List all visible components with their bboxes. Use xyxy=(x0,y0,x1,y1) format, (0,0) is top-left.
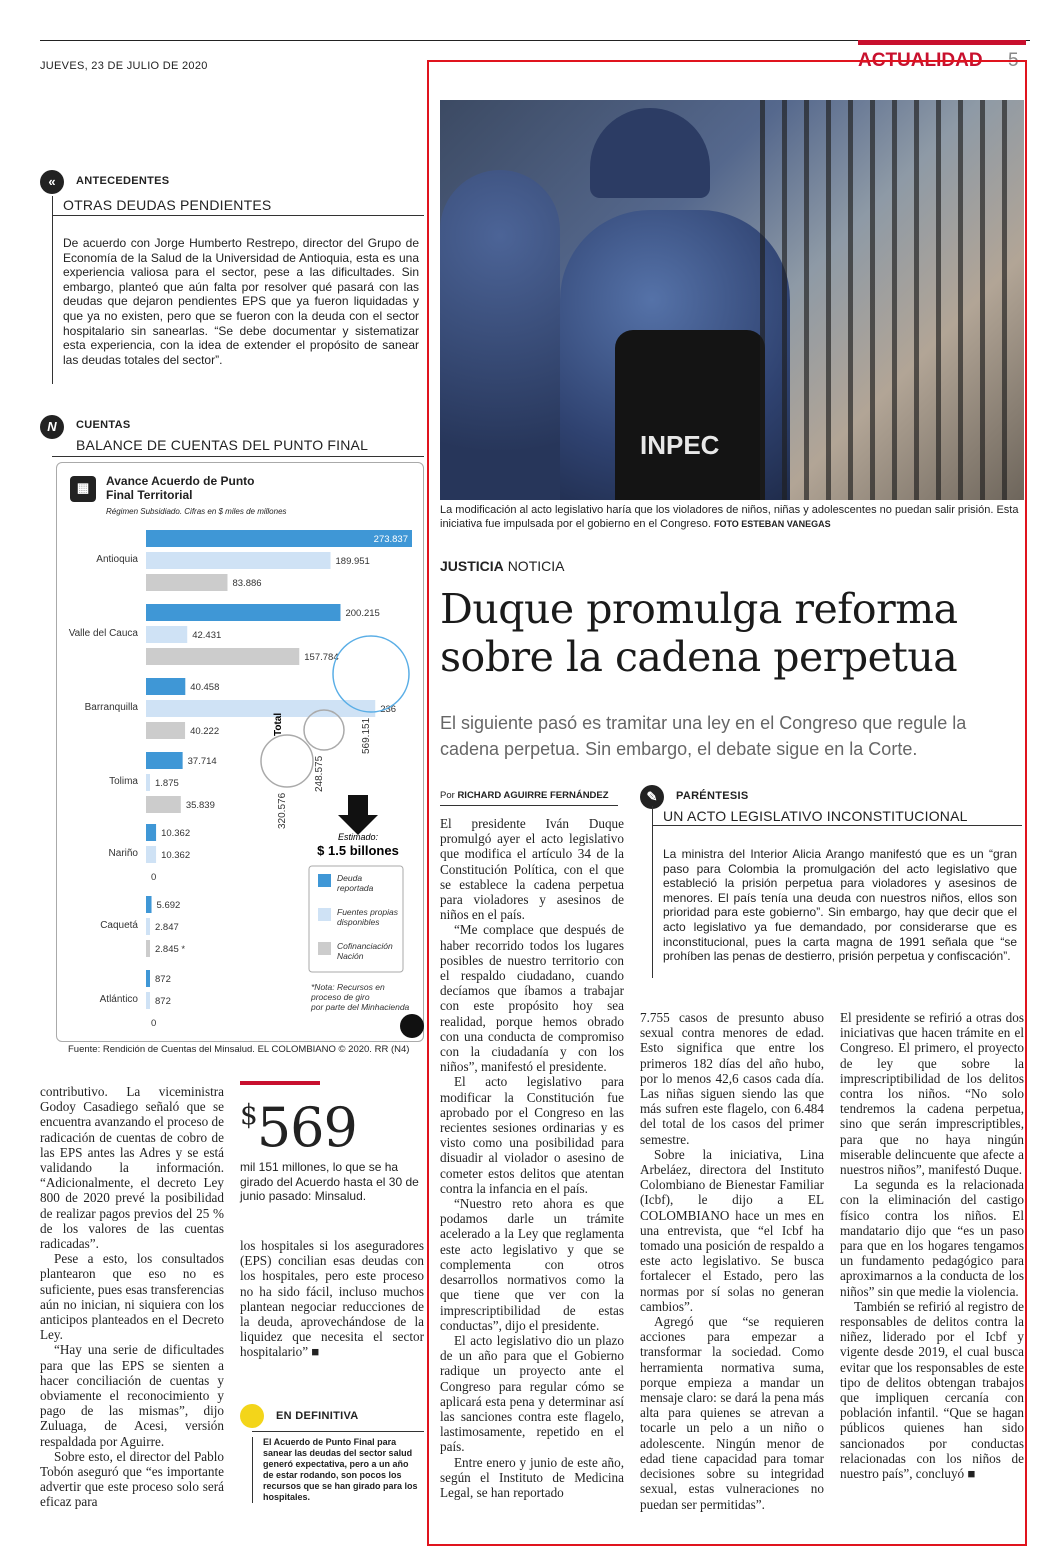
photo-guard-left xyxy=(440,170,560,500)
category-label: Caquetá xyxy=(100,920,138,931)
legend-entry: Deuda xyxy=(337,873,363,883)
category-label: Atlántico xyxy=(99,994,138,1005)
bar-value-label: 40.458 xyxy=(190,682,220,693)
total-circle xyxy=(261,735,313,787)
chart-source: Fuente: Rendición de Cuentas del Minsalud. EL COLOMBIANO © 2020. RR (N4) xyxy=(68,1044,410,1055)
article-kicker-rest: NOTICIA xyxy=(507,558,565,574)
down-arrow-icon xyxy=(338,795,378,835)
article-column-2 xyxy=(640,1010,824,1512)
bar-value-label: 273.837 xyxy=(373,534,408,545)
total-value-label: 248.575 xyxy=(314,755,325,792)
cuentas-kicker: CUENTAS xyxy=(76,419,131,431)
highlight-bar xyxy=(240,1081,320,1085)
paragraph: Sobre la iniciativa, Lina Arbeláez, directora del Instituto Colombiano de Bienestar Familiar (Icbf), le dijo a EL COLOMBIANO hace un mes en una entrevista, que “el Icbf ha tomado una posición de respaldo a este acto legislativo. Se busca fortalecer el Estado, pero las normas por sí solas no generan cambios”. xyxy=(640,1146,824,1314)
antecedentes-title: OTRAS DEUDAS PENDIENTES xyxy=(63,197,272,213)
bar-value-label: 2.845 * xyxy=(155,944,186,955)
paragraph: 7.755 casos de presunto abuso sexual contra menores de edad. Esto significa que entre los primeros 182 días del año hubo, por lo menos 42,6 casos cada día. Las niñas siguen siendo las que más sufren este flagelo, con 6.484 del total de los casos del primer semestre. xyxy=(640,1010,824,1147)
bar-0 xyxy=(146,970,150,987)
article-kicker xyxy=(440,558,564,574)
paragraph: También se refirió al registro de responsables de delitos contra la niñez, liderado por el Icbf y vigente desde 2019, el cual busca evitar que los responsables de este tipo de delitos obtengan trabajos que impliquen cercanía con población infantil. “Que se hagan públicos quienes han sido sancionados por conductas relacionadas con los niños de nuestro país”, concluyó ■ xyxy=(840,1298,1024,1482)
antecedentes-rule xyxy=(52,196,424,216)
rewind-icon: « xyxy=(40,170,64,194)
left-column-2 xyxy=(240,1238,424,1360)
article-deck: El siguiente pasó es tramitar una ley en el Congreso que regule la cadena perpetua. Sin embargo, el debate sigue en la Corte. xyxy=(440,713,967,759)
bar-1 xyxy=(146,918,150,935)
chart-note: por parte del Minhacienda xyxy=(311,1002,410,1012)
byline-author: RICHARD AGUIRRE FERNÁNDEZ xyxy=(457,790,609,801)
paragraph: El acto legislativo para modificar la Constitución fue aprobado por el Congreso en las recientes sesiones ordinarias y es visto como una posibilidad para disuadir al violador o asesino de cometer estos delitos que atentan contra la infancia en el país. xyxy=(440,1074,624,1196)
paragraph: “Me complace que después de haber recorrido todos los lugares posibles de nuestro territorio con el respaldo ciudadano, cuando decíamos que íbamos a trabajar con este propósito hoy sea realidad, porque hemos obrado con una conducta de compromiso con la ciudadanía y con los niños”, manifestó el presidente. xyxy=(440,922,624,1075)
bar-value-label: 10.362 xyxy=(161,850,191,861)
bar-value-label: 5.692 xyxy=(156,900,181,911)
category-label: Barranquilla xyxy=(84,702,138,713)
bar-value-label: 872 xyxy=(155,996,171,1007)
antecedentes-kicker: ANTECEDENTES xyxy=(76,175,170,187)
parentesis-side-rule xyxy=(652,826,653,978)
bar-value-label: 200.215 xyxy=(345,608,380,619)
publisher-logo-icon xyxy=(400,1014,424,1038)
bar-value-label: 0 xyxy=(151,1018,157,1029)
bar-0 xyxy=(146,752,183,769)
photo-vest-label: INPEC xyxy=(640,430,720,460)
bar-1 xyxy=(146,700,375,717)
chart-title: Avance Acuerdo de Punto Final Territorial xyxy=(106,474,255,502)
bar-value-label: 37.714 xyxy=(187,756,217,767)
total-value-label: 569.151 xyxy=(361,717,372,754)
legend-entry: Cofinanciación xyxy=(337,941,393,951)
paragraph: “Hay una serie de dificultades para que las EPS se sienten a hacer conciliación de cuentas y obviamente el reconocimiento y pago de las mismas”, dijo Zuluaga, de Acesi, versión respaldada por Aguirre. xyxy=(40,1342,224,1449)
bar-0 xyxy=(146,604,340,621)
bar-2 xyxy=(146,648,299,665)
legend-entry: disponibles xyxy=(337,917,380,927)
legend-entry: Nación xyxy=(337,951,364,961)
bar-2 xyxy=(146,722,185,739)
bar-0 xyxy=(146,530,412,547)
bar-value-label: 10.362 xyxy=(161,828,191,839)
parentesis-title: UN ACTO LEGISLATIVO INCONSTITUCIONAL xyxy=(663,808,968,824)
chart-note: *Nota: Recursos en xyxy=(311,982,385,992)
bar-value-label: 35.839 xyxy=(185,800,215,811)
paragraph: La segunda es la relacionada con la eliminación del castigo físico contra los niños. El mandatario dijo que “es un paso para que en los hogares tengamos un fundamento pedagógico para aproximarnos a la conducta de los niños” sin que medie la violencia. xyxy=(840,1177,1024,1299)
left-column-1 xyxy=(40,1084,224,1510)
article-headline: Duque promulga reforma sobre la cadena perpetua xyxy=(440,585,958,681)
category-label: Valle del Cauca xyxy=(68,628,138,639)
bar-value-label: 236 xyxy=(380,704,397,715)
paragraph: Agregó que “se requieren acciones para empezar a transformar la sociedad. Como herramienta normativa suma, porque empieza a mandar un mensaje claro: se dará la pena más alta para quienes se atrevan a tocarle un pelo a un niño o adolescente. Ningún menor de edad tiene capacidad para tomar decisiones sobre su integridad sexual, estas vulneraciones no puedan ser permitidas”. xyxy=(640,1314,824,1512)
legend-swatch xyxy=(318,942,331,955)
bar-value-label: 157.784 xyxy=(304,652,339,663)
cuentas-title: BALANCE DE CUENTAS DEL PUNTO FINAL xyxy=(76,437,369,453)
parentesis-kicker: PARÉNTESIS xyxy=(676,790,749,802)
pen-icon: ✎ xyxy=(640,785,664,809)
paragraph: El acto legislativo dio un plazo de un año para que el Gobierno radique un proyecto ante el Congreso para regular cómo se aplicará esta pena y determinar así las sanciones contra este flagelo, lastimosamente, repetido en el país. xyxy=(440,1332,624,1455)
photo-guard-cap xyxy=(590,108,710,198)
page-number: 5 xyxy=(1008,50,1019,71)
issue-date: JUEVES, 23 DE JULIO DE 2020 xyxy=(40,60,208,72)
paragraph: “Nuestro reto ahora es que podamos darle un trámite acelerado a la Ley que reglamenta este acto legislativo y que se complementa con otros desarrollos normativos como la que tiene que ver con la imprescriptibilidad de estas conductas”, dijo el presidente. xyxy=(440,1196,624,1333)
chart-note: proceso de giro xyxy=(311,992,370,1002)
bar-1 xyxy=(146,992,150,1009)
byline-rule xyxy=(440,805,618,806)
bar-2 xyxy=(146,796,181,813)
bar-value-label: 0 xyxy=(151,872,157,883)
en-definitiva-kicker: EN DEFINITIVA xyxy=(276,1410,359,1422)
big-number xyxy=(240,1096,357,1159)
paragraph: Sobre esto, el director del Pablo Tobón aseguró que “es importante advertir que este proceso solo será eficaz para xyxy=(40,1448,224,1510)
bar-value-label: 42.431 xyxy=(192,630,222,641)
section-name: ACTUALIDAD xyxy=(858,50,983,71)
legend-swatch xyxy=(318,874,331,887)
bar-2 xyxy=(146,940,150,957)
bar-2 xyxy=(146,574,227,591)
en-definitiva-icon xyxy=(240,1404,264,1428)
bar-1 xyxy=(146,846,156,863)
paragraph: contributivo. La viceministra Godoy Casadiego señaló que se encuentra avanzando el proceso de radicación de cuentas de cobro de las EPS antes las Adres y se está validando la información. “Adicionalmente, el decreto Ley 800 de 2020 prevé la posibilidad de realizar pagos previos del 25 % de los valores de las cuentas radicadas”. xyxy=(40,1084,224,1252)
photo-caption xyxy=(440,504,1024,531)
section-bar xyxy=(858,40,1026,45)
legend-swatch xyxy=(318,908,331,921)
en-definitiva-text: El Acuerdo de Punto Final para sanear las deudas del sector salud generó expectativa, pero a un año de estar rodando, son pocos los recursos que se han girado para los hospitales. xyxy=(252,1437,420,1503)
bar-1 xyxy=(146,552,331,569)
bar-1 xyxy=(146,626,187,643)
bar-value-label: 83.886 xyxy=(232,578,262,589)
bar-value-label: 872 xyxy=(155,974,171,985)
estimate-value: $ 1.5 billones xyxy=(317,843,399,858)
big-number-value: 569 xyxy=(256,1096,357,1159)
photo-credit: FOTO ESTEBAN VANEGAS xyxy=(713,518,831,529)
category-label: Nariño xyxy=(108,848,138,859)
bar-0 xyxy=(146,678,185,695)
parentesis-text: La ministra del Interior Alicia Arango manifestó que es un “gran paso para Colombia la promulgación del acto legislativo que estableció la prisión perpetua para violadores y asesinos de menores. El país tenía una deuda con nuestros niños, ellos son prioridad para este gobierno”. Sin embargo, hay que decir que el acto legislativo ya fue demandado, por considerarse que es inconstitucional, pues la carta magna de 1991 señala que “se prohíben las penas de destierro, prisión perpetua y confiscación”. xyxy=(663,847,1017,964)
photo-vest xyxy=(615,330,765,500)
bar-chart xyxy=(56,522,424,1042)
legend-entry: reportada xyxy=(337,883,374,893)
chart-icon: ▦ xyxy=(70,476,96,502)
bar-0 xyxy=(146,896,152,913)
photo-caption-text: La modificación al acto legislativo haría que los violadores de niños, niñas y adolescentes no puedan salir prisión. Esta iniciativa fue impulsada por el gobierno en el Congreso. xyxy=(440,504,1019,530)
article-column-1 xyxy=(440,816,624,1500)
bar-0 xyxy=(146,824,156,841)
article-column-3 xyxy=(840,1010,1024,1481)
paragraph: Entre enero y junio de este año, según el Instituto de Medicina Legal, se han reportado xyxy=(440,1454,624,1500)
article-kicker-bold: JUSTICIA xyxy=(440,558,504,574)
paragraph: El presidente se refirió a otras dos iniciativas que hacen trámite en el Congreso. El primero, el proyecto de ley que sobre la imprescriptibilidad de los delitos contra los niños. “No solo tendremos la cadena perpetua, sino que serán imprescriptibles, para que no haya ningún miserable delincuente que afecte a nuestros niños”, manifestó Duque. xyxy=(840,1010,1024,1178)
total-value-label: 320.576 xyxy=(277,792,288,829)
big-number-currency: $ xyxy=(240,1098,257,1131)
total-label: Total xyxy=(273,712,284,736)
article-photo xyxy=(440,100,1024,500)
antecedentes-side-rule xyxy=(52,216,53,384)
n-logo-icon: N xyxy=(40,415,64,439)
byline-prefix: Por xyxy=(440,790,455,801)
estimate-label: Estimado: xyxy=(337,832,379,842)
category-label: Tolima xyxy=(109,776,138,787)
paragraph: El presidente Iván Duque promulgó ayer el acto legislativo que modifica el artículo 34 de la Constitución Política, con el que se establece la cadena perpetua para violadores y asesinos de niños en el país. xyxy=(440,816,624,923)
bar-value-label: 189.951 xyxy=(335,556,370,567)
en-definitiva-rule xyxy=(252,1431,424,1432)
bar-value-label: 2.847 xyxy=(155,922,179,933)
bar-1 xyxy=(146,774,150,791)
big-number-caption: mil 151 millones, lo que se ha girado del Acuerdo hasta el 30 de junio pasado: Minsalud. xyxy=(240,1160,419,1204)
paragraph: Pese a esto, los consultados plantearon que eso no es suficiente, pues esas transferencias aún no inician, ni siquiera con los anticipos planteados en el Decreto Ley. xyxy=(40,1251,224,1343)
paragraph: los hospitales si los aseguradores (EPS) concilian esas deudas con los hospitales, pero este proceso no ha sido fácil, incluso muchos plantean negociar reducciones de la deuda, aprovechándose de la liquidez que necesita el sector hospitalario” ■ xyxy=(240,1238,424,1360)
cuentas-rule xyxy=(52,456,424,457)
bar-value-label: 1.875 xyxy=(155,778,179,789)
bar-value-label: 40.222 xyxy=(190,726,220,737)
photo-cell-bars xyxy=(760,100,1024,500)
category-label: Antioquia xyxy=(96,554,138,565)
legend-entry: Fuentes propias xyxy=(337,907,398,917)
antecedentes-text: De acuerdo con Jorge Humberto Restrepo, director del Grupo de Economía de la Salud de la Universidad de Antioquia, esta es una experiencia valiosa para el sector, pese a las dificultades. Sin embargo, planteó que aún falta por resolver qué pasará con las deudas que dejaron pendientes EPS que ya fueron liquidadas y que ya no existen, pero que se fueron con la deuda con el sector hospitalario sin sanearlas. “Se debe documentar y sistematizar esta experiencia, con la idea de extender el propósito de sanear las deudas totales del sector”. xyxy=(63,236,419,367)
chart-subtitle: Régimen Subsidiado. Cifras en $ miles de millones xyxy=(106,507,287,516)
article-byline xyxy=(440,790,609,801)
